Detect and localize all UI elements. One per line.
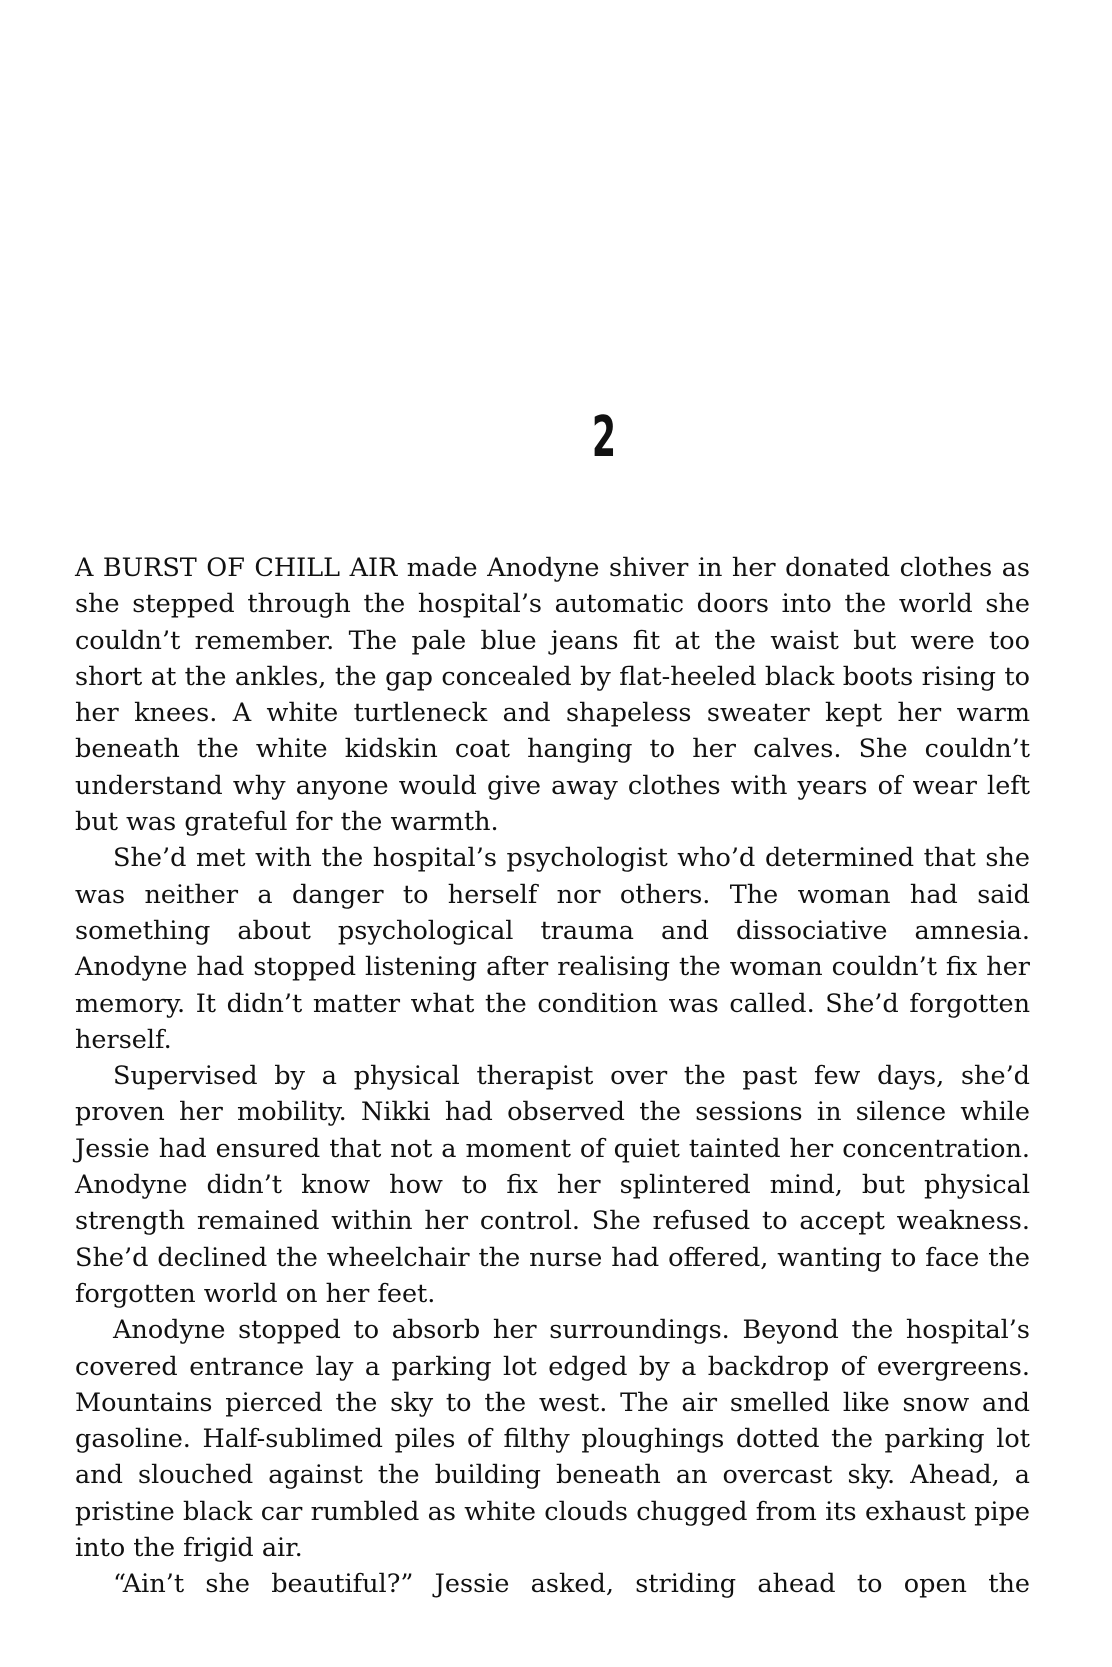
paragraph-1-text: made Anodyne shiver in her donated clothes as she stepped through the hospital’s automatic doors into the world she couldn’t remember. The pale blue jeans fit at the waist but were too short at the ankles, the gap concealed by flat-heeled black boots rising to her knees. A white turtleneck and shapeless sweater kept her warm beneath the white kidskin coat hanging to her calves. She couldn’t understand why anyone would give away clothes with years of wear left but was grateful for the warmth. bbox=[75, 553, 1030, 838]
paragraph-2: She’d met with the hospital’s psychologist who’d determined that she was neither a danger to herself nor others. The woman had said something about psychological trauma and dissociative amnesia. Anodyne had stopped listening after realising the woman couldn’t fix her memory. It didn’t matter what the condition was called. She’d forgotten herself. bbox=[75, 843, 1030, 1055]
paragraph-1 bbox=[75, 550, 1030, 840]
paragraph-4: Anodyne stopped to absorb her surroundings. Beyond the hospital’s covered entrance lay a parking lot edged by a backdrop of evergreens. Mountains pierced the sky to the west. The air smelled like snow and gasoline. Half-sublimed piles of filthy ploughings dotted the parking lot and slouched against the building beneath an overcast sky. Ahead, a pristine black car rumbled as white clouds chugged from its exhaust pipe into the frigid air. bbox=[75, 1315, 1030, 1564]
opening-lead-in: A BURST OF CHILL AIR bbox=[75, 553, 398, 583]
chapter-body bbox=[75, 550, 1030, 1603]
paragraph-3: Supervised by a physical therapist over the past few days, she’d proven her mobility. Nikki had observed the sessions in silence while Jessie had ensured that not a moment of quiet tainted her concentration. Anodyne didn’t know how to fix her splintered mind, but physical strength remained within her control. She refused to accept weakness. She’d declined the wheelchair the nurse had offered, wanting to face the forgotten world on her feet. bbox=[75, 1061, 1030, 1309]
chapter-number: 2 bbox=[591, 405, 617, 470]
paragraph-5: “Ain’t she beautiful?” Jessie asked, striding ahead to open the bbox=[113, 1569, 1030, 1600]
